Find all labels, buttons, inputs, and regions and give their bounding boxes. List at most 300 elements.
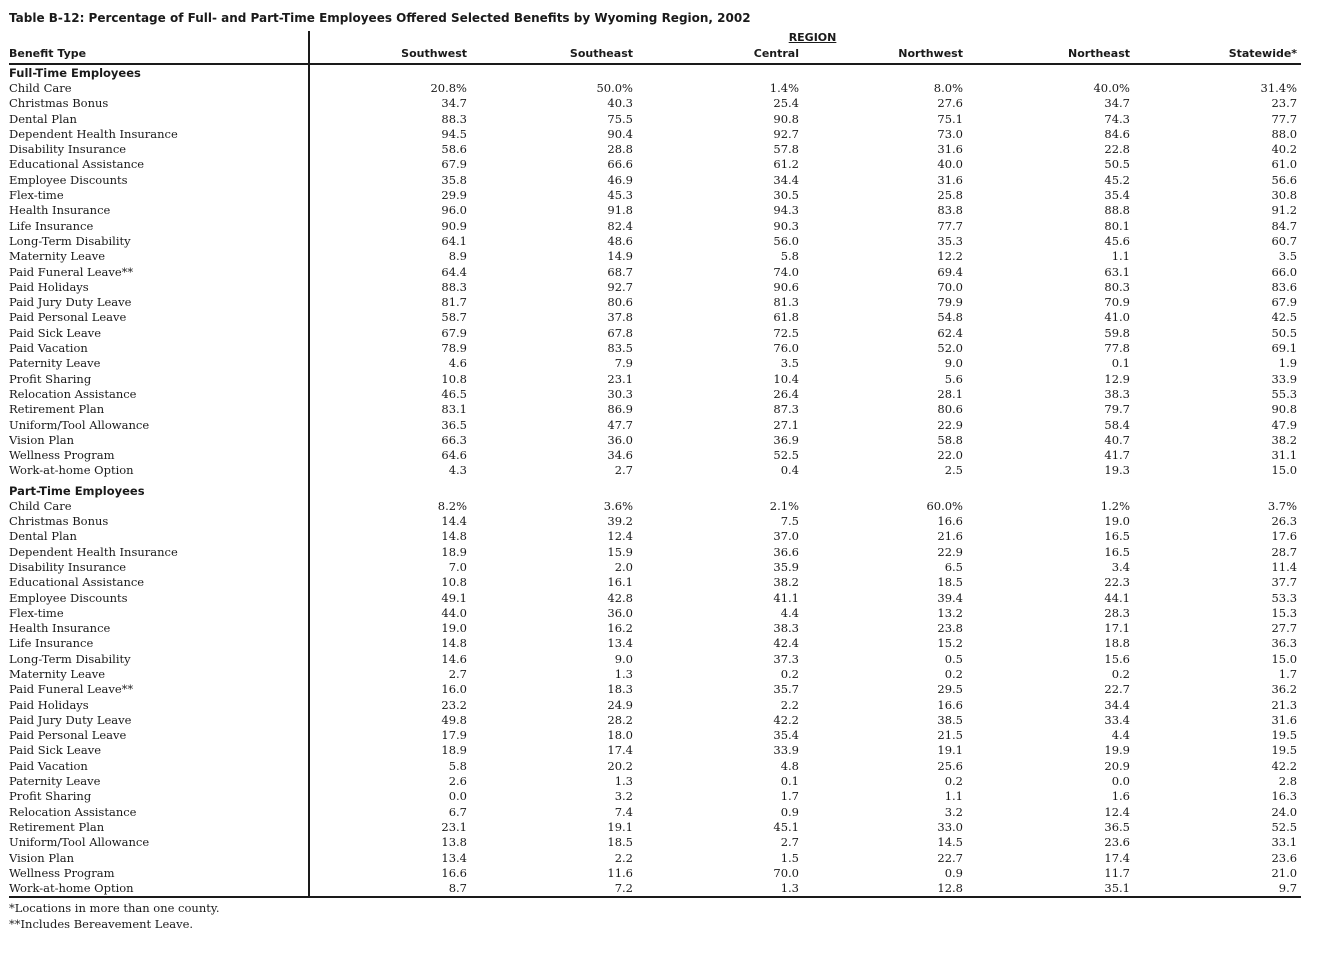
region-label: REGION [788, 31, 837, 44]
cell-central: 35.4 [773, 728, 799, 743]
cell-statewide: 90.8 [1271, 402, 1298, 417]
benefit-label: Dental Plan [9, 112, 309, 127]
benefit-label: Flex-time [9, 606, 309, 621]
cell-southwest: 13.4 [441, 850, 467, 865]
cell-northeast: 3.4 [1111, 559, 1130, 574]
cell-southwest: 49.8 [441, 712, 467, 727]
cell-statewide: 84.7 [1271, 218, 1298, 233]
cell-central: 90.8 [773, 111, 799, 126]
cell-northeast: 12.9 [1104, 371, 1130, 386]
table-row [9, 529, 1301, 544]
cell-southwest: 83.1 [441, 402, 467, 417]
cell-southwest: 10.8 [441, 371, 467, 386]
cell-southwest: 90.9 [441, 218, 467, 233]
cell-central: 10.4 [773, 371, 799, 386]
cell-northeast: 16.5 [1104, 529, 1130, 544]
benefit-label: Life Insurance [9, 219, 309, 234]
cell-northwest: 3.2 [944, 804, 963, 819]
cell-central: 4.8 [780, 758, 799, 773]
benefit-label: Relocation Assistance [9, 387, 309, 402]
cell-statewide: 83.6 [1271, 279, 1298, 294]
table-row [9, 682, 1301, 697]
cell-southeast: 14.9 [607, 249, 633, 264]
cell-central: 36.9 [773, 432, 799, 447]
cell-northeast: 84.6 [1104, 126, 1130, 141]
cell-central: 0.9 [780, 804, 799, 819]
benefit-label: Paid Sick Leave [9, 743, 309, 758]
cell-statewide: 31.4% [1260, 81, 1298, 95]
cell-northeast: 1.2% [1100, 498, 1130, 513]
cell-central: 1.3 [637, 881, 803, 897]
table-row [9, 96, 1301, 111]
table-row [9, 463, 1301, 478]
cell-northwest: 54.8 [937, 310, 963, 325]
benefit-label: Life Insurance [9, 636, 309, 651]
cell-central: 61.8 [773, 310, 799, 325]
cell-northeast: 45.6 [1104, 233, 1130, 248]
cell-central: 1.5 [780, 850, 799, 865]
cell-central: 35.7 [773, 682, 799, 697]
cell-northeast: 70.9 [1104, 295, 1130, 310]
cell-northwest: 60.0% [926, 498, 963, 513]
cell-statewide: 40.2 [1271, 142, 1298, 157]
cell-statewide: 42.2 [1271, 758, 1298, 773]
cell-central: 52.5 [773, 448, 799, 463]
cell-northwest: 5.6 [944, 371, 963, 386]
cell-statewide: 66.0 [1271, 264, 1298, 279]
cell-northeast: 80.1 [1104, 218, 1130, 233]
cell-southeast: 12.4 [607, 529, 633, 544]
cell-southeast: 1.3 [614, 666, 633, 681]
cell-northwest: 18.5 [937, 575, 963, 590]
cell-statewide: 21.0 [1271, 865, 1298, 880]
cell-central: 72.5 [773, 325, 799, 340]
cell-central: 4.4 [780, 605, 799, 620]
benefit-label: Disability Insurance [9, 560, 309, 575]
cell-northeast: 1.6 [1111, 789, 1130, 804]
cell-central: 2.2 [780, 697, 799, 712]
header-southwest: Southwest [309, 45, 471, 64]
cell-southeast: 2.0 [614, 559, 633, 574]
benefit-label: Long-Term Disability [9, 234, 309, 249]
benefit-label: Health Insurance [9, 621, 309, 636]
cell-statewide: 88.0 [1271, 126, 1298, 141]
cell-northwest: 73.0 [937, 126, 963, 141]
cell-statewide: 27.7 [1271, 621, 1298, 636]
cell-statewide: 52.5 [1271, 819, 1298, 834]
cell-central: 70.0 [773, 865, 799, 880]
cell-northwest: 28.1 [937, 386, 963, 401]
cell-statewide: 56.6 [1271, 172, 1298, 187]
table-row [9, 448, 1301, 463]
cell-northeast: 11.7 [1104, 865, 1130, 880]
table-row [9, 433, 1301, 448]
cell-northeast: 44.1 [1104, 590, 1130, 605]
cell-southwest: 58.6 [441, 142, 467, 157]
cell-central: 41.1 [773, 590, 799, 605]
cell-northeast: 59.8 [1104, 325, 1130, 340]
cell-northwest: 33.0 [937, 819, 963, 834]
benefit-label: Paid Holidays [9, 698, 309, 713]
table-row [9, 728, 1301, 743]
table-row [9, 652, 1301, 667]
cell-northeast: 18.8 [1104, 636, 1130, 651]
cell-northeast: 19.3 [1104, 463, 1130, 478]
cell-southwest: 96.0 [441, 203, 467, 218]
footnote-locations: *Locations in more than one county. [9, 901, 220, 916]
cell-southeast: 23.1 [607, 371, 633, 386]
table-row [9, 387, 1301, 402]
benefit-label: Child Care [9, 81, 309, 96]
cell-central: 1.7 [780, 789, 799, 804]
cell-northeast: 22.7 [1104, 682, 1130, 697]
cell-northwest: 70.0 [937, 279, 963, 294]
cell-statewide: 60.7 [1271, 233, 1298, 248]
cell-northwest: 25.6 [937, 758, 963, 773]
cell-northeast: 58.4 [1104, 417, 1130, 432]
cell-southeast: 2.2 [614, 850, 633, 865]
cell-northwest: 29.5 [937, 682, 963, 697]
cell-northwest: 25.8 [937, 188, 963, 203]
table-row [9, 560, 1301, 575]
table-row [9, 606, 1301, 621]
benefit-label: Work-at-home Option [9, 463, 309, 478]
cell-southeast: 67.8 [607, 325, 633, 340]
cell-southeast: 40.3 [607, 96, 633, 111]
cell-southwest: 18.9 [441, 743, 467, 758]
cell-southeast: 24.9 [607, 697, 633, 712]
section-heading: Full-Time Employees [9, 64, 309, 81]
cell-northeast: 50.5 [1104, 157, 1130, 172]
cell-central: 27.1 [773, 417, 799, 432]
cell-central: 42.4 [773, 636, 799, 651]
cell-southwest: 10.8 [441, 575, 467, 590]
cell-southeast: 18.5 [607, 835, 633, 850]
cell-southeast: 16.2 [607, 621, 633, 636]
cell-southeast: 91.8 [607, 203, 633, 218]
cell-central: 7.5 [780, 514, 799, 529]
cell-northwest: 35.3 [937, 233, 963, 248]
cell-southwest: 8.2% [437, 498, 467, 513]
cell-southeast: 28.8 [607, 142, 633, 157]
benefit-label: Relocation Assistance [9, 805, 309, 820]
cell-central: 90.6 [773, 279, 799, 294]
cell-southwest: 49.1 [441, 590, 467, 605]
cell-northwest: 22.0 [937, 448, 963, 463]
table-row [9, 203, 1301, 218]
cell-central: 2.7 [780, 835, 799, 850]
benefit-label: Employee Discounts [9, 591, 309, 606]
cell-central: 3.5 [780, 356, 799, 371]
table-row [9, 402, 1301, 417]
table-row [9, 341, 1301, 356]
table-row [9, 698, 1301, 713]
cell-northwest: 9.0 [944, 356, 963, 371]
table-body [9, 64, 1301, 897]
cell-central: 38.3 [773, 621, 799, 636]
cell-northeast: 17.4 [1104, 850, 1130, 865]
cell-northeast: 41.0 [1104, 310, 1130, 325]
cell-statewide: 91.2 [1271, 203, 1298, 218]
header-northwest: Northwest [803, 45, 967, 64]
cell-southwest: 88.3 [441, 111, 467, 126]
cell-southeast: 18.3 [607, 682, 633, 697]
cell-northeast: 45.2 [1104, 172, 1130, 187]
cell-southwest: 35.8 [441, 172, 467, 187]
cell-southeast: 20.2 [607, 758, 633, 773]
cell-southeast: 37.8 [607, 310, 633, 325]
cell-statewide: 15.0 [1271, 463, 1298, 478]
cell-northeast: 22.8 [1104, 142, 1130, 157]
cell-statewide: 1.9 [1278, 356, 1298, 371]
cell-southwest: 16.0 [441, 682, 467, 697]
cell-northeast: 79.7 [1104, 402, 1130, 417]
cell-central: 5.8 [780, 249, 799, 264]
cell-southwest: 7.0 [448, 559, 467, 574]
cell-northeast: 38.3 [1104, 386, 1130, 401]
cell-southwest: 13.8 [441, 835, 467, 850]
cell-statewide: 33.9 [1271, 371, 1298, 386]
cell-northwest: 22.9 [937, 544, 963, 559]
benefit-label: Maternity Leave [9, 667, 309, 682]
cell-southwest: 14.8 [441, 529, 467, 544]
cell-southwest: 17.9 [441, 728, 467, 743]
cell-northeast: 33.4 [1104, 712, 1130, 727]
cell-southeast: 36.0 [607, 432, 633, 447]
cell-central: 92.7 [773, 126, 799, 141]
cell-southeast: 3.2 [614, 789, 633, 804]
table-row [9, 173, 1301, 188]
table-row [9, 188, 1301, 203]
header-northeast: Northeast [967, 45, 1134, 64]
cell-southwest: 20.8% [430, 81, 467, 95]
cell-statewide: 23.6 [1271, 850, 1298, 865]
cell-southwest: 14.6 [441, 651, 467, 666]
cell-northwest: 27.6 [937, 96, 963, 111]
cell-northeast: 0.0 [1111, 774, 1130, 789]
cell-northeast: 36.5 [1104, 819, 1130, 834]
benefit-label: Maternity Leave [9, 249, 309, 264]
cell-statewide: 19.5 [1271, 743, 1298, 758]
cell-central: 38.2 [773, 575, 799, 590]
table-row [9, 310, 1301, 325]
table-row [9, 514, 1301, 529]
cell-statewide: 17.6 [1271, 529, 1298, 544]
cell-southeast: 11.6 [607, 865, 633, 880]
cell-northwest: 40.0 [937, 157, 963, 172]
region-header-row [9, 31, 1301, 45]
cell-southwest: 81.7 [441, 295, 467, 310]
cell-southeast: 75.5 [607, 111, 633, 126]
table-row [9, 157, 1301, 172]
cell-southeast: 42.8 [607, 590, 633, 605]
benefit-label: Paid Sick Leave [9, 326, 309, 341]
cell-southeast: 18.0 [607, 728, 633, 743]
cell-southwest: 8.9 [448, 249, 467, 264]
table-row [9, 636, 1301, 651]
cell-central: 37.3 [773, 651, 799, 666]
cell-southwest: 58.7 [441, 310, 467, 325]
cell-southeast: 83.5 [607, 341, 633, 356]
cell-statewide: 67.9 [1271, 295, 1298, 310]
cell-central: 56.0 [773, 233, 799, 248]
cell-northwest: 58.8 [937, 432, 963, 447]
cell-southeast: 39.2 [607, 514, 633, 529]
benefit-label: Christmas Bonus [9, 96, 309, 111]
cell-southwest: 2.6 [448, 774, 467, 789]
cell-northeast: 35.4 [1104, 188, 1130, 203]
table-row [9, 881, 1301, 897]
cell-southwest: 64.4 [441, 264, 467, 279]
benefit-label: Uniform/Tool Allowance [9, 418, 309, 433]
table-row [9, 249, 1301, 264]
cell-southeast: 82.4 [607, 218, 633, 233]
cell-northeast: 12.4 [1104, 804, 1130, 819]
cell-southeast: 66.6 [607, 157, 633, 172]
benefit-label: Paid Holidays [9, 280, 309, 295]
table-row [9, 713, 1301, 728]
cell-central: 0.4 [780, 463, 799, 478]
table-row [9, 326, 1301, 341]
cell-southwest: 29.9 [441, 188, 467, 203]
cell-southeast: 1.3 [614, 774, 633, 789]
cell-central: 26.4 [773, 386, 799, 401]
header-central: Central [637, 45, 803, 64]
table-row [9, 820, 1301, 835]
cell-northeast: 74.3 [1104, 111, 1130, 126]
cell-southwest: 67.9 [441, 325, 467, 340]
cell-central: 81.3 [773, 295, 799, 310]
cell-statewide: 16.3 [1271, 789, 1298, 804]
table-row [9, 295, 1301, 310]
cell-southwest: 46.5 [441, 386, 467, 401]
table-row [9, 127, 1301, 142]
document-page [9, 9, 1301, 932]
cell-statewide: 11.4 [1271, 559, 1298, 574]
cell-northwest: 12.2 [937, 249, 963, 264]
cell-northwest: 31.6 [937, 172, 963, 187]
cell-southeast: 13.4 [607, 636, 633, 651]
table-row [9, 621, 1301, 636]
benefit-label: Wellness Program [9, 866, 309, 881]
cell-statewide: 61.0 [1271, 157, 1298, 172]
cell-central: 33.9 [773, 743, 799, 758]
cell-northeast: 28.3 [1104, 605, 1130, 620]
cell-statewide: 33.1 [1271, 835, 1298, 850]
benefit-label: Retirement Plan [9, 402, 309, 417]
benefit-label: Paternity Leave [9, 774, 309, 789]
cell-northwest: 16.6 [937, 514, 963, 529]
cell-northeast: 20.9 [1104, 758, 1130, 773]
cell-northwest: 13.2 [937, 605, 963, 620]
table-row [9, 805, 1301, 820]
cell-statewide: 47.9 [1271, 417, 1298, 432]
cell-northeast: 1.1 [1111, 249, 1130, 264]
cell-northwest: 75.1 [937, 111, 963, 126]
cell-northeast: 40.0% [1093, 81, 1130, 95]
cell-southeast: 7.4 [614, 804, 633, 819]
cell-central: 90.3 [773, 218, 799, 233]
cell-northeast: 0.2 [1111, 666, 1130, 681]
benefit-label: Vision Plan [9, 433, 309, 448]
cell-statewide: 69.1 [1271, 341, 1298, 356]
benefit-label: Uniform/Tool Allowance [9, 835, 309, 850]
section-heading: Part-Time Employees [9, 479, 309, 499]
cell-southwest: 16.6 [441, 865, 467, 880]
cell-southwest: 78.9 [441, 341, 467, 356]
benefit-label: Paid Funeral Leave** [9, 265, 309, 280]
cell-southwest: 36.5 [441, 417, 467, 432]
cell-southeast: 30.3 [607, 386, 633, 401]
cell-southwest: 88.3 [441, 279, 467, 294]
cell-northwest: 15.2 [937, 636, 963, 651]
cell-southwest: 14.4 [441, 514, 467, 529]
benefit-label: Vision Plan [9, 851, 309, 866]
cell-central: 87.3 [773, 402, 799, 417]
cell-southwest: 14.8 [441, 636, 467, 651]
cell-statewide: 50.5 [1271, 325, 1298, 340]
cell-northeast: 15.6 [1104, 651, 1130, 666]
cell-statewide: 2.8 [1278, 774, 1298, 789]
cell-central: 76.0 [773, 341, 799, 356]
cell-statewide: 31.6 [1271, 712, 1298, 727]
benefit-label: Paid Vacation [9, 341, 309, 356]
table-row [9, 372, 1301, 387]
cell-southwest: 64.6 [441, 448, 467, 463]
benefit-label: Child Care [9, 499, 309, 514]
cell-southwest: 8.7 [309, 881, 471, 897]
cell-statewide: 15.3 [1271, 605, 1298, 620]
benefit-label: Dental Plan [9, 529, 309, 544]
cell-statewide: 26.3 [1271, 514, 1298, 529]
header-benefit-type: Benefit Type [9, 45, 309, 64]
benefit-label: Flex-time [9, 188, 309, 203]
cell-central: 0.2 [780, 666, 799, 681]
cell-statewide: 28.7 [1271, 544, 1298, 559]
cell-central: 42.2 [773, 712, 799, 727]
table-row [9, 418, 1301, 433]
cell-northeast: 35.1 [967, 881, 1134, 897]
cell-central: 94.3 [773, 203, 799, 218]
cell-southeast: 50.0% [596, 81, 633, 95]
cell-southwest: 94.5 [441, 126, 467, 141]
cell-statewide: 3.5 [1278, 249, 1298, 264]
cell-central: 37.0 [773, 529, 799, 544]
cell-northwest: 79.9 [937, 295, 963, 310]
table-row [9, 835, 1301, 850]
cell-northwest: 80.6 [937, 402, 963, 417]
table-row [9, 851, 1301, 866]
table-row [9, 774, 1301, 789]
cell-southwest: 66.3 [441, 432, 467, 447]
cell-statewide: 15.0 [1271, 651, 1298, 666]
cell-northwest: 14.5 [937, 835, 963, 850]
cell-northwest: 52.0 [937, 341, 963, 356]
cell-northwest: 22.9 [937, 417, 963, 432]
cell-northeast: 19.9 [1104, 743, 1130, 758]
benefit-label: Educational Assistance [9, 157, 309, 172]
table-row [9, 743, 1301, 758]
table-row [9, 789, 1301, 804]
cell-northwest: 0.9 [944, 865, 963, 880]
cell-northwest: 0.2 [944, 774, 963, 789]
cell-northeast: 80.3 [1104, 279, 1130, 294]
cell-southwest: 34.7 [441, 96, 467, 111]
cell-southeast: 36.0 [607, 605, 633, 620]
cell-statewide: 30.8 [1271, 188, 1298, 203]
cell-northeast: 63.1 [1104, 264, 1130, 279]
cell-statewide: 38.2 [1271, 432, 1298, 447]
